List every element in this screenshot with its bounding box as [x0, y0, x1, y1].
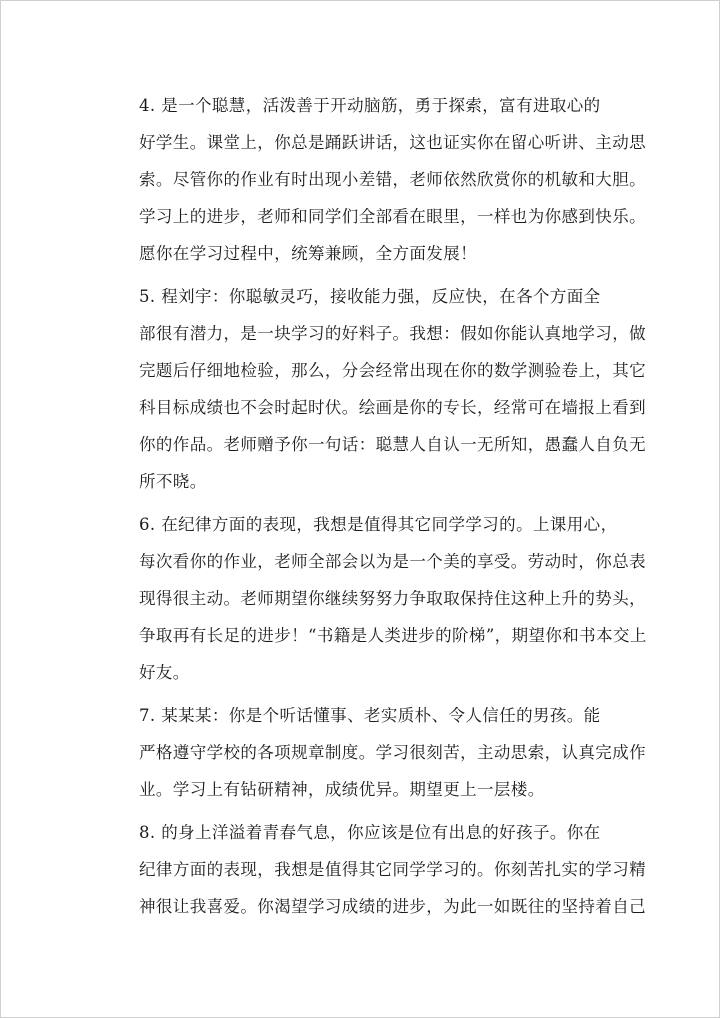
text-line: 纪律方面的表现，我想是值得其它同学学习的。你刻苦扎实的学习精	[139, 860, 646, 879]
text-line: 学习上的进步，老师和同学们全部看在眼里，一样也为你感到快乐。	[139, 207, 646, 226]
text-line: 6. 在纪律方面的表现，我想是值得其它同学学习的。上课用心，	[139, 515, 618, 534]
paragraph-7	[139, 697, 646, 808]
text-line: 8. 的身上洋溢着青春气息，你应该是位有出息的好孩子。你在	[139, 823, 601, 842]
text-line: 愿你在学习过程中，统筹兼顾，全方面发展！	[139, 244, 477, 263]
text-line: 部很有潜力，是一块学习的好料子。我想：假如你能认真地学习，做	[139, 324, 646, 343]
text-line: 神很让我喜爱。你渴望学习成绩的进步，为此一如既往的坚持着自己	[139, 897, 646, 916]
text-line: 争取再有长足的进步！“书籍是人类进步的阶梯”，期望你和书本交上	[139, 626, 647, 645]
text-line: 科目标成绩也不会时起时伏。绘画是你的专长，经常可在墙报上看到	[139, 398, 646, 417]
document-body	[139, 87, 647, 931]
text-line: 4. 是一个聪慧，活泼善于开动脑筋，勇于探索，富有进取心的	[139, 96, 601, 115]
text-line: 严格遵守学校的各项规章制度。学习很刻苦，主动思索，认真完成作	[139, 743, 646, 762]
text-line: 好学生。课堂上，你总是踊跃讲话，这也证实你在留心听讲、主动思	[139, 133, 646, 152]
text-line: 所不晓。	[139, 472, 207, 491]
text-line: 5. 程刘宇：你聪敏灵巧，接收能力强，反应快，在各个方面全	[139, 287, 601, 306]
text-line: 7. 某某某：你是个听话懂事、老实质朴、令人信任的男孩。能	[139, 706, 601, 725]
paragraph-5	[139, 278, 646, 500]
text-line: 每次看你的作业，老师全部会以为是一个美的享受。劳动时，你总表	[139, 552, 646, 571]
paragraph-4	[139, 87, 646, 272]
text-line: 你的作品。老师赠予你一句话：聪慧人自认一无所知，愚蠢人自负无	[139, 435, 646, 454]
text-line: 业。学习上有钻研精神，成绩优异。期望更上一层楼。	[139, 780, 545, 799]
text-line: 好友。	[139, 663, 190, 682]
text-line: 完题后仔细地检验，那么，分会经常出现在你的数学测验卷上，其它	[139, 361, 646, 380]
paragraph-6	[139, 506, 647, 691]
text-line: 索。尽管你的作业有时出现小差错，老师依然欣赏你的机敏和大胆。	[139, 170, 646, 189]
text-line: 现得很主动。老师期望你继续努努力争取取保持住这种上升的势头，	[139, 589, 646, 608]
paragraph-8	[139, 814, 646, 925]
